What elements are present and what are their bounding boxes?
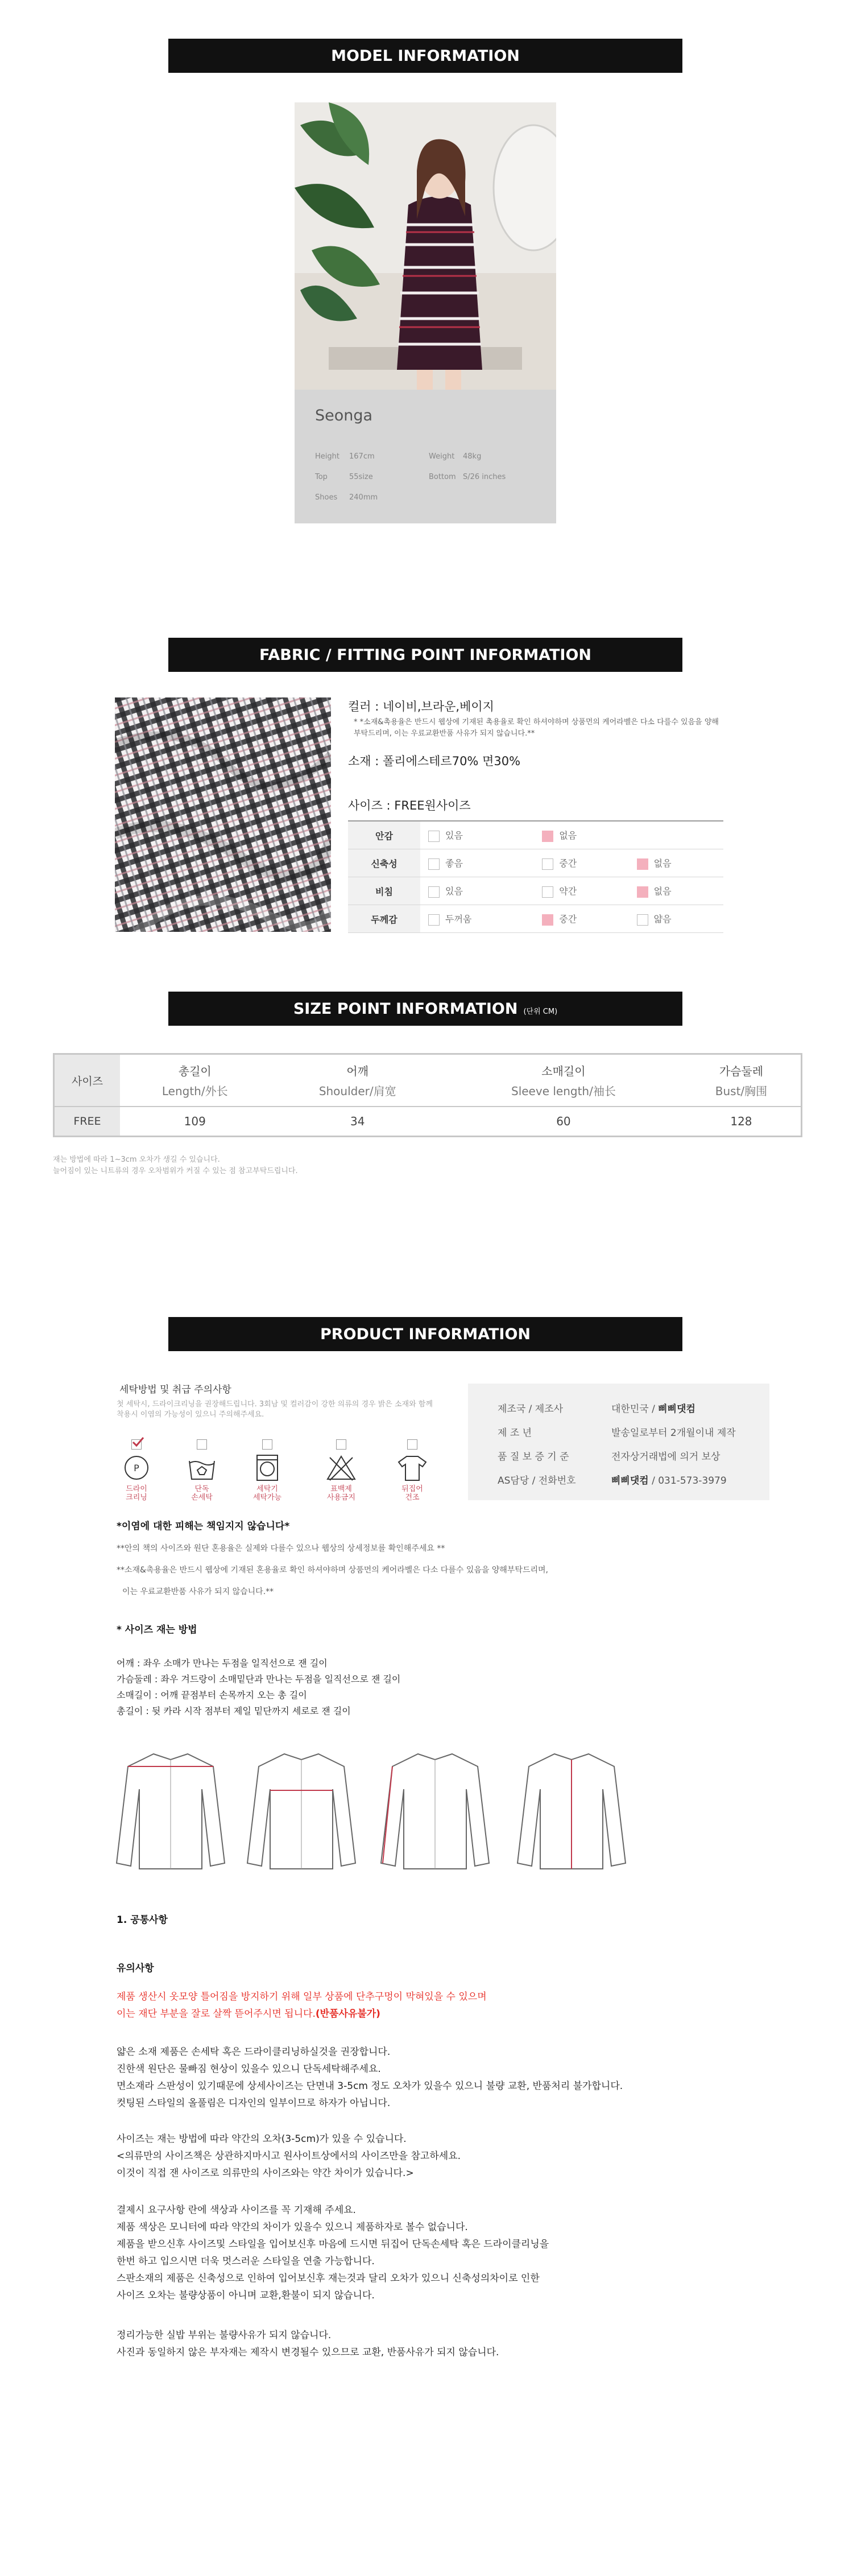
common-title: 1. 공통사항 [117,1914,168,1926]
stat-shoes: Shoes 240mm [315,493,378,502]
fabric-material-label: 소재 : 폴리에스테르70% 면30% [348,754,521,768]
checkbox [428,886,440,898]
warning-title: *이염에 대한 피해는 책임지지 않습니다* [117,1521,290,1532]
section-banner-fabric [168,638,682,672]
size-table-row [55,1107,801,1136]
section-title: MODEL INFORMATION [331,47,520,65]
info-row-origin: 제조국 / 제조사 대한민국 / 삐삐댓컴 [498,1403,695,1415]
size-table [53,1053,802,1137]
checkbox [407,1439,417,1450]
shirt-diagram-shoulder [114,1749,227,1872]
section-banner-model [168,39,682,73]
common-paragraph-3: 결제시 요구사항 란에 색상과 사이즈를 꼭 기재해 주세요. 제품 색상은 모니터에 따라 약간의 차이가 있을수 있으니 제품하자로 볼수 없습니다. 제품을 받으신후 사이즈및 스타일을 입어보신후 마음에 드시면 뒤집어 단독손세탁 혹은 드라이클리닝을 한번 하고 입으시면 더욱 멋스러운 스타일을 연출 가능합니다. 스판소재의 제품은 신축성으로 인하여 입어보신후 재는것과 달리 오차가 있으니 신축성의차이로 인한 사이즈 오차는 불량상품이 아니며 교환,환불이 되지 않습니다. [117,2205,549,2301]
model-photo [295,102,556,390]
fitting-table [348,820,723,933]
checkbox-checked [542,914,553,926]
shirt-diagram-bust [245,1749,358,1872]
checkbox [542,858,553,870]
common-paragraph-2: 사이즈는 재는 방법에 따라 약간의 오차(3-5cm)가 있을 수 있습니다. <의류만의 사이즈책은 상관하지마시고 원사이트상에서의 사이즈만을 참고하세요. 이것이 직접 잰 사이즈로 의류만의 사이즈와는 약간 차이가 있습니다.> [117,2133,461,2179]
size-row-label: FREE [55,1107,120,1136]
fitting-row-lining: 안감 있음 없음 [348,821,723,849]
info-row-warranty: 품 질 보 증 기 준 전자상거래법에 의거 보상 [498,1451,721,1463]
checkbox [637,914,648,926]
size-unit: (단위 CM) [523,1007,558,1016]
section-banner-product [168,1317,682,1351]
fabric-size-label: 사이즈 : FREE원사이즈 [348,799,471,812]
machine-wash-icon [250,1453,284,1483]
checkbox-checked [637,858,648,870]
care-label: 드라이 크리닝 [126,1485,147,1502]
care-item-dry-clean [117,1439,156,1502]
checkbox-checked [131,1439,142,1450]
warning-notes [117,1542,799,1599]
shirt-diagram-sleeve [378,1749,492,1872]
size-value: 34 [350,1114,365,1128]
care-desc: 첫 세탁시, 드라이크리닝을 권장해드립니다. 3회남 및 컬러감이 강한 의류의 경우 밝은 소재와 함께 착용시 이염의 가능성이 있으니 주의해주세요. [117,1400,433,1419]
care-title: 세탁방법 및 취급 주의사항 [119,1384,231,1396]
col-sleeve: 소매길이 Sleeve length/袖长 [445,1055,682,1107]
care-label: 표백제 사용금지 [326,1485,356,1502]
size-table-header [55,1055,801,1107]
checkbox-checked [637,886,648,898]
col-bust: 가슴둘레 Bust/胸围 [682,1055,801,1107]
stat-height: Height 167cm [315,452,375,461]
section-title: FABRIC / FITTING POINT INFORMATION [259,646,591,664]
caution-title: 유의사항 [117,1963,154,1974]
col-length: 총길이 Length/外长 [120,1055,270,1107]
care-item-hand-wash [182,1439,222,1502]
warning-line: **안의 책의 사이즈와 원단 혼용율은 실제와 다를수 있으나 웹상의 상세정보를 확인해주세요 ** [117,1544,445,1553]
svg-text:P: P [134,1463,139,1473]
care-label: 단독 손세탁 [191,1485,213,1502]
size-value: 109 [184,1114,206,1128]
warning-line: 이는 우료교환반품 사유가 되지 않습니다.** [122,1587,274,1596]
care-label: 세탁기 세탁가능 [252,1485,282,1502]
size-value: 60 [556,1114,571,1128]
model-card [295,102,556,523]
fitting-row-thickness: 두께감 두꺼움 중간 얇음 [348,905,723,933]
model-name: Seonga [315,407,373,424]
hand-wash-icon [185,1453,219,1483]
measure-title: * 사이즈 재는 방법 [117,1624,197,1636]
checkbox [197,1439,207,1450]
checkbox [336,1439,346,1450]
shirt-diagram-length [515,1749,628,1872]
common-paragraph-4: 정리가능한 실밥 부위는 불량사유가 되지 않습니다. 사진과 동일하지 않은 부자재는 제작시 변경될수 있으므로 교환, 반품사유가 되지 않습니다. [117,2330,499,2358]
fabric-color-label: 컬러 : 네이비,브라운,베이지 [348,700,494,713]
no-bleach-icon [324,1453,358,1483]
care-item-inside-out-dry [392,1439,432,1502]
common-paragraph-1: 얇은 소재 제품은 손세탁 혹은 드라이클리닝하실것을 권장합니다. 진한색 원단은 물빠짐 현상이 있을수 있으니 단독세탁해주세요. 면소재라 스판성이 있기때문에 상세사이즈는 단면내 3-5cm 정도 오차가 있을수 있으니 불량 교환, 반품처리 불가합니다. 컷팅된 스타일의 올풀림은 디자인의 일부이므로 하자가 아닙니다. [117,2046,623,2109]
stat-bottom: Bottom S/26 inches [429,473,506,481]
info-row-manufacture: 제 조 년 발송일로부터 2개월이내 제작 [498,1427,736,1439]
fabric-swatch-image [115,697,331,932]
stat-top: Top 55size [315,473,373,481]
section-title: SIZE POINT INFORMATION [293,1000,518,1018]
inside-out-dry-icon [395,1453,429,1483]
care-item-machine-wash [247,1439,287,1502]
checkbox [428,914,440,926]
checkbox [428,858,440,870]
size-head: 사이즈 [55,1055,120,1107]
fabric-color-note: * *소재&촉용율은 반드시 웹상에 기재된 촉용율로 확인 하셔야하며 상품먼의 케어라벨은 다소 다를수 있음을 양해부탁드리며, 이는 우료교환반품 사유가 되지 않습니다.** [354,718,719,738]
checkbox-checked [542,831,553,842]
warning-line: **소재&촉용율은 반드시 웹상에 기재된 혼용율로 확인 하셔야하며 상품먼의 케어라벨은 다소 다를수 있음을 양해부탁드리며, [117,1566,548,1575]
col-shoulder: 어깨 Shoulder/肩宽 [270,1055,445,1107]
measure-lines: 어깨 : 좌우 소매가 만나는 두점을 일직선으로 잰 길이 가슴둘레 : 좌우 겨드랑이 소매밑단과 만나는 두점을 일직선으로 잰 길이 소매길이 : 어깨 끝점부터 손목까지 오는 총 길이 총길이 : 뒷 카라 시작 점부터 제일 밑단까지 세로로 잰 길이 [117,1658,401,1716]
info-row-as: AS담당 / 전화번호 삐삐댓컴 / 031-573-3979 [498,1475,727,1487]
checkbox [542,886,553,898]
fitting-row-sheer: 비침 있음 약간 없음 [348,877,723,905]
size-value: 128 [730,1114,752,1128]
checkbox [428,831,440,842]
checkbox [262,1439,272,1450]
care-item-no-bleach [321,1439,361,1502]
caution-red-text: 제품 생산시 옷모양 틀어짐을 방지하기 위해 일부 상품에 단추구멍이 막혀있을 수 있으며 이는 재단 부분을 잘로 살짝 뜯어주시면 됩니다.(반품사유불가) [117,1991,487,2020]
size-note: 재는 방법에 따라 1~3cm 오차가 생길 수 있습니다. 늘어짐이 있는 니트류의 경우 오차범위가 커질 수 있는 점 참고부탁드립니다. [53,1155,298,1175]
product-info-box [468,1384,769,1500]
stat-weight: Weight 48kg [429,452,482,461]
section-title: PRODUCT INFORMATION [320,1325,531,1343]
care-label: 뒤집어 건조 [401,1485,423,1502]
dry-clean-icon [119,1453,154,1483]
fitting-row-stretch: 신축성 좋음 중간 없음 [348,849,723,877]
section-banner-size [168,992,682,1026]
